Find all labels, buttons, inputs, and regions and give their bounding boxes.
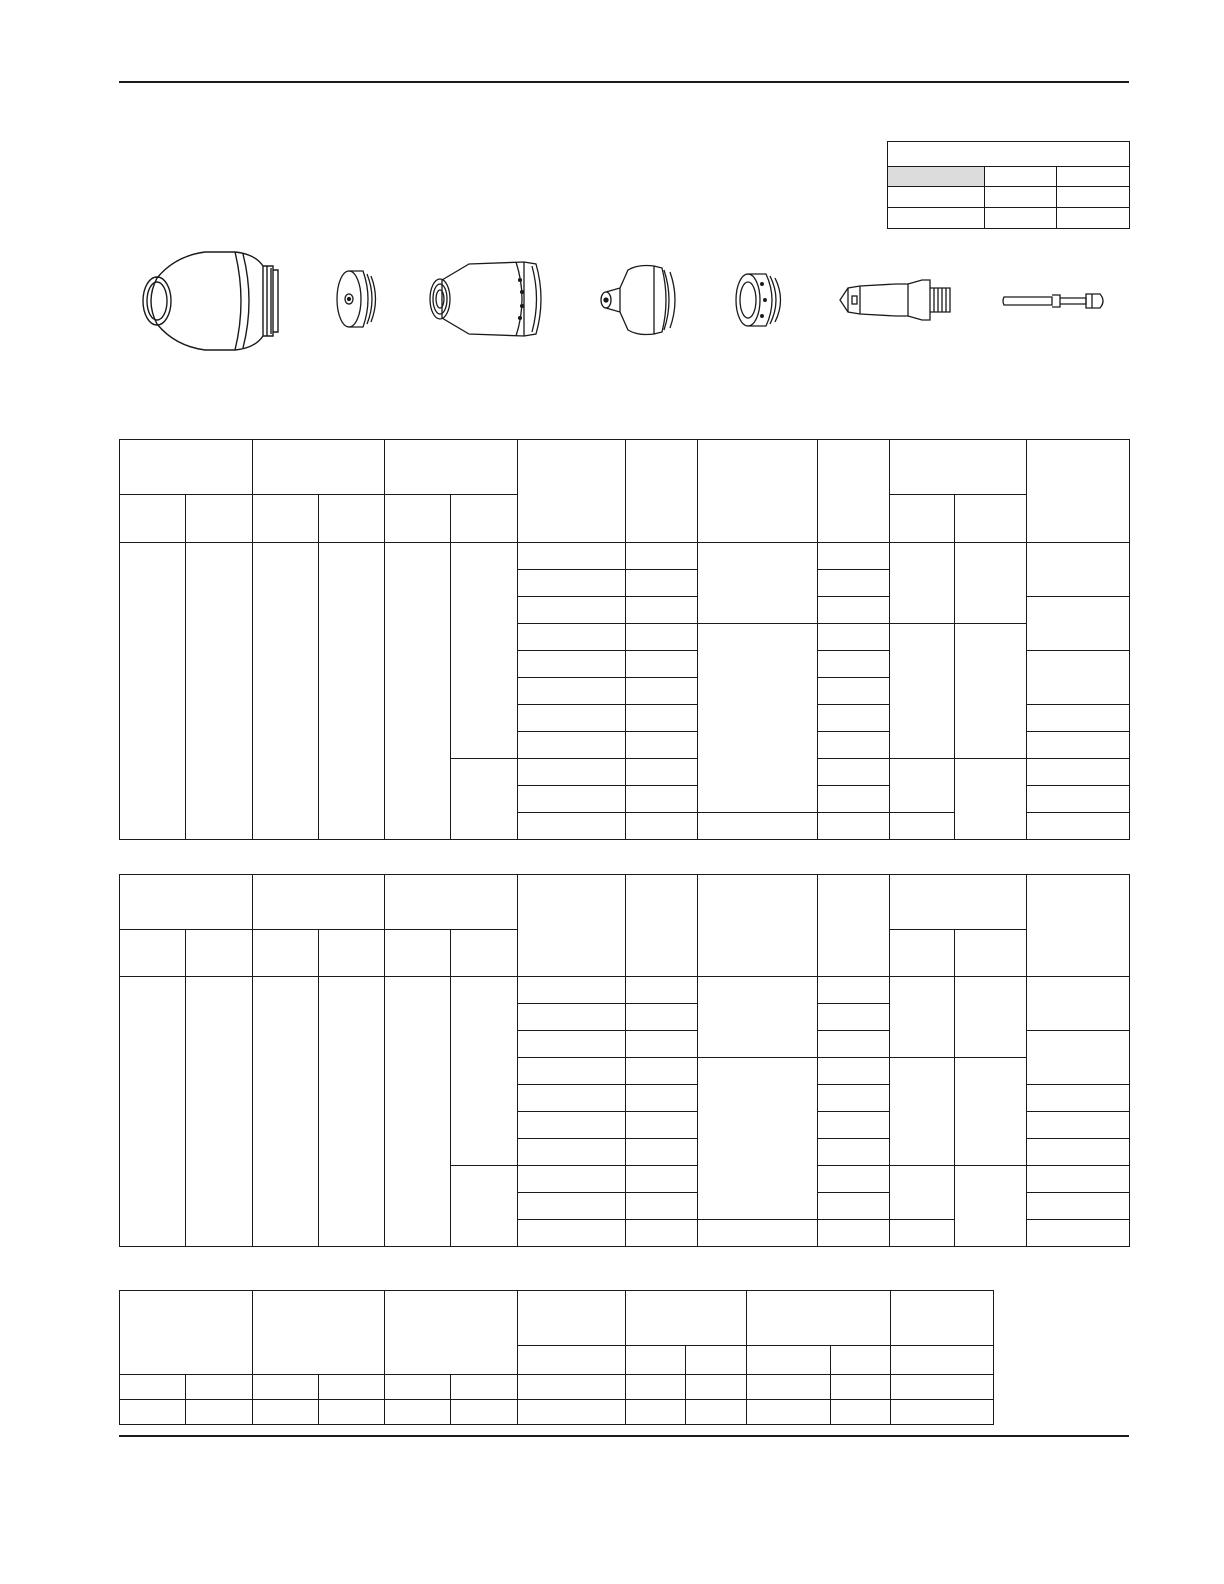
legend-cell	[888, 208, 985, 229]
table-cell	[626, 597, 698, 624]
header-cell	[1027, 440, 1130, 543]
subheader-cell	[120, 930, 186, 977]
table-cell	[451, 1375, 518, 1400]
table-cell	[955, 543, 1027, 624]
subheader-cell	[186, 495, 253, 543]
legend-cell	[985, 208, 1057, 229]
table-cell	[818, 977, 890, 1004]
table-cell	[451, 543, 518, 759]
table-cell	[518, 1085, 626, 1112]
table-cell	[890, 813, 955, 840]
table-cell	[120, 1375, 186, 1400]
legend-cell	[1057, 208, 1130, 229]
table-cell	[818, 543, 890, 570]
subheader-cell	[955, 930, 1027, 977]
table-cell	[518, 705, 626, 732]
table-cell	[1027, 1085, 1130, 1112]
swirl-ring-icon	[732, 270, 788, 330]
table-cell	[1027, 543, 1130, 597]
table-cell	[518, 1220, 626, 1247]
header-cell	[890, 440, 1027, 495]
table-cell	[818, 732, 890, 759]
table-cell	[626, 786, 698, 813]
legend-cell	[985, 187, 1057, 208]
table-cell	[319, 543, 385, 840]
table-cell	[186, 977, 253, 1247]
header-cell	[120, 875, 253, 930]
subheader-cell	[686, 1346, 747, 1375]
subheader-cell	[385, 930, 451, 977]
table-cell	[955, 624, 1027, 759]
table-cell	[890, 624, 955, 759]
table-cell	[518, 786, 626, 813]
table-cell	[890, 1220, 955, 1247]
retaining-cap-icon	[424, 258, 549, 340]
table-cell	[626, 1004, 698, 1031]
table-cell	[626, 1139, 698, 1166]
table-cell	[626, 1112, 698, 1139]
header-cell	[518, 440, 626, 543]
table-cell	[818, 759, 890, 786]
table-cell	[518, 624, 626, 651]
table-cell	[1027, 1031, 1130, 1085]
table-cell	[626, 1085, 698, 1112]
table-cell	[518, 651, 626, 678]
header-cell	[120, 1291, 253, 1375]
table-cell	[385, 543, 451, 840]
table-cell	[818, 786, 890, 813]
table-cell	[385, 1375, 451, 1400]
table-cell	[686, 1400, 747, 1425]
header-cell	[891, 1291, 994, 1346]
table-cell	[518, 1031, 626, 1058]
table-cell	[253, 543, 319, 840]
table-cell	[626, 1375, 686, 1400]
table-cell	[747, 1400, 831, 1425]
table-cell	[120, 543, 186, 840]
table-cell	[818, 651, 890, 678]
table-cell	[818, 1004, 890, 1031]
table-cell	[818, 1193, 890, 1220]
table-cell	[518, 1400, 626, 1425]
table-cell	[891, 1400, 994, 1425]
table-cell	[818, 570, 890, 597]
table-cell	[626, 759, 698, 786]
table-cell	[120, 977, 186, 1247]
footer-rule	[119, 1435, 1129, 1437]
subheader-cell	[451, 495, 518, 543]
subheader-cell	[518, 1346, 626, 1375]
subheader-cell	[319, 495, 385, 543]
header-cell	[890, 875, 1027, 930]
table-cell	[518, 678, 626, 705]
table-cell	[626, 624, 698, 651]
legend-cell	[1057, 167, 1130, 187]
table-cell	[890, 543, 955, 624]
table-cell	[1027, 759, 1130, 786]
header-cell	[698, 440, 818, 543]
table-cell	[451, 977, 518, 1166]
table-cell	[518, 1058, 626, 1085]
table-cell	[626, 1166, 698, 1193]
table-cell	[451, 1400, 518, 1425]
legend-cell	[1057, 187, 1130, 208]
subheader-cell	[831, 1346, 891, 1375]
header-cell	[253, 440, 385, 495]
table-cell	[518, 1004, 626, 1031]
settings-table	[119, 1290, 994, 1425]
header-cell	[818, 440, 890, 543]
table-cell	[890, 759, 955, 813]
header-cell	[385, 875, 518, 930]
subheader-cell	[955, 495, 1027, 543]
table-cell	[1027, 813, 1130, 840]
header-cell	[626, 1291, 747, 1346]
table-cell	[518, 1166, 626, 1193]
header-cell	[518, 875, 626, 977]
table-cell	[890, 977, 955, 1058]
table-cell	[890, 1058, 955, 1166]
header-cell	[385, 1291, 518, 1375]
table-cell	[818, 597, 890, 624]
header-cell	[518, 1291, 626, 1346]
shield-icon	[135, 248, 280, 354]
table-cell	[891, 1375, 994, 1400]
table-cell	[451, 759, 518, 840]
table-cell	[698, 1220, 818, 1247]
table-cell	[319, 977, 385, 1247]
water-tube-icon	[1002, 290, 1108, 312]
table-cell	[626, 1031, 698, 1058]
table-cell	[518, 1139, 626, 1166]
subheader-cell	[120, 495, 186, 543]
table-cell	[385, 1400, 451, 1425]
table-cell	[955, 977, 1027, 1058]
table-cell	[451, 1166, 518, 1247]
table-cell	[1027, 597, 1130, 651]
table-cell	[818, 1085, 890, 1112]
legend-table	[887, 141, 1130, 229]
table-cell	[1027, 651, 1130, 705]
table-cell	[186, 1400, 253, 1425]
table-cell	[955, 1058, 1027, 1166]
table-cell	[818, 624, 890, 651]
table-cell	[518, 732, 626, 759]
table-cell	[319, 1375, 385, 1400]
header-cell	[698, 875, 818, 977]
table-cell	[1027, 1166, 1130, 1193]
table-cell	[955, 1166, 1027, 1247]
header-cell	[818, 875, 890, 977]
table-cell	[518, 1112, 626, 1139]
subheader-cell	[253, 495, 319, 543]
table-cell	[626, 570, 698, 597]
table-cell	[518, 977, 626, 1004]
table-cell	[747, 1375, 831, 1400]
table-cell	[1027, 977, 1130, 1031]
table-cell	[626, 1058, 698, 1085]
table-cell	[385, 977, 451, 1247]
table-cell	[698, 977, 818, 1058]
table-cell	[626, 678, 698, 705]
table-cell	[818, 678, 890, 705]
table-cell	[186, 543, 253, 840]
table-cell	[186, 1375, 253, 1400]
table-cell	[518, 759, 626, 786]
table-cell	[319, 1400, 385, 1425]
table-cell	[686, 1375, 747, 1400]
subheader-cell	[253, 930, 319, 977]
table-cell	[626, 705, 698, 732]
table-cell	[626, 1193, 698, 1220]
legend-cell	[985, 167, 1057, 187]
table-cell	[626, 732, 698, 759]
subheader-cell	[747, 1346, 831, 1375]
table-cell	[890, 1166, 955, 1220]
table-cell	[1027, 732, 1130, 759]
table-cell	[626, 1220, 698, 1247]
table-cell	[518, 597, 626, 624]
legend-header-cell	[888, 142, 1130, 167]
header-cell	[1027, 875, 1130, 977]
table-cell	[626, 1400, 686, 1425]
consumables-drawing	[0, 240, 1224, 370]
subheader-cell	[385, 495, 451, 543]
table-cell	[698, 813, 818, 840]
subheader-cell	[186, 930, 253, 977]
table-cell	[626, 977, 698, 1004]
header-cell	[626, 440, 698, 543]
table-cell	[818, 813, 890, 840]
subheader-cell	[626, 1346, 686, 1375]
cut-chart-table-2	[119, 874, 1130, 1247]
table-cell	[253, 1400, 319, 1425]
table-cell	[1027, 1193, 1130, 1220]
subheader-cell	[890, 930, 955, 977]
subheader-cell	[890, 495, 955, 543]
header-cell	[747, 1291, 891, 1346]
table-cell	[818, 1058, 890, 1085]
table-cell	[1027, 1112, 1130, 1139]
subheader-cell	[891, 1346, 994, 1375]
table-cell	[253, 977, 319, 1247]
table-cell	[955, 759, 1027, 840]
legend-shaded-cell	[888, 167, 985, 187]
subheader-cell	[319, 930, 385, 977]
table-cell	[626, 543, 698, 570]
table-cell	[1027, 1139, 1130, 1166]
table-cell	[518, 543, 626, 570]
header-cell	[626, 875, 698, 977]
table-cell	[818, 1220, 890, 1247]
header-cell	[253, 1291, 385, 1375]
table-cell	[120, 1400, 186, 1425]
header-cell	[253, 875, 385, 930]
table-cell	[1027, 705, 1130, 732]
table-cell	[253, 1375, 319, 1400]
cut-chart-table-1	[119, 439, 1130, 840]
table-cell	[698, 624, 818, 813]
table-cell	[818, 1031, 890, 1058]
table-cell	[698, 1058, 818, 1220]
table-cell	[831, 1400, 891, 1425]
header-rule	[119, 81, 1129, 83]
table-cell	[818, 1112, 890, 1139]
table-cell	[1027, 1220, 1130, 1247]
table-cell	[518, 570, 626, 597]
shield-cap-icon	[333, 268, 381, 330]
table-cell	[626, 813, 698, 840]
header-cell	[385, 440, 518, 495]
table-cell	[626, 651, 698, 678]
subheader-cell	[451, 930, 518, 977]
table-cell	[818, 705, 890, 732]
header-cell	[120, 440, 253, 495]
table-cell	[831, 1375, 891, 1400]
electrode-icon	[838, 276, 954, 324]
table-cell	[818, 1166, 890, 1193]
table-cell	[518, 1375, 626, 1400]
table-cell	[518, 813, 626, 840]
nozzle-icon	[598, 262, 682, 338]
legend-cell	[888, 187, 985, 208]
table-cell	[698, 543, 818, 624]
table-cell	[1027, 786, 1130, 813]
table-cell	[518, 1193, 626, 1220]
table-cell	[818, 1139, 890, 1166]
